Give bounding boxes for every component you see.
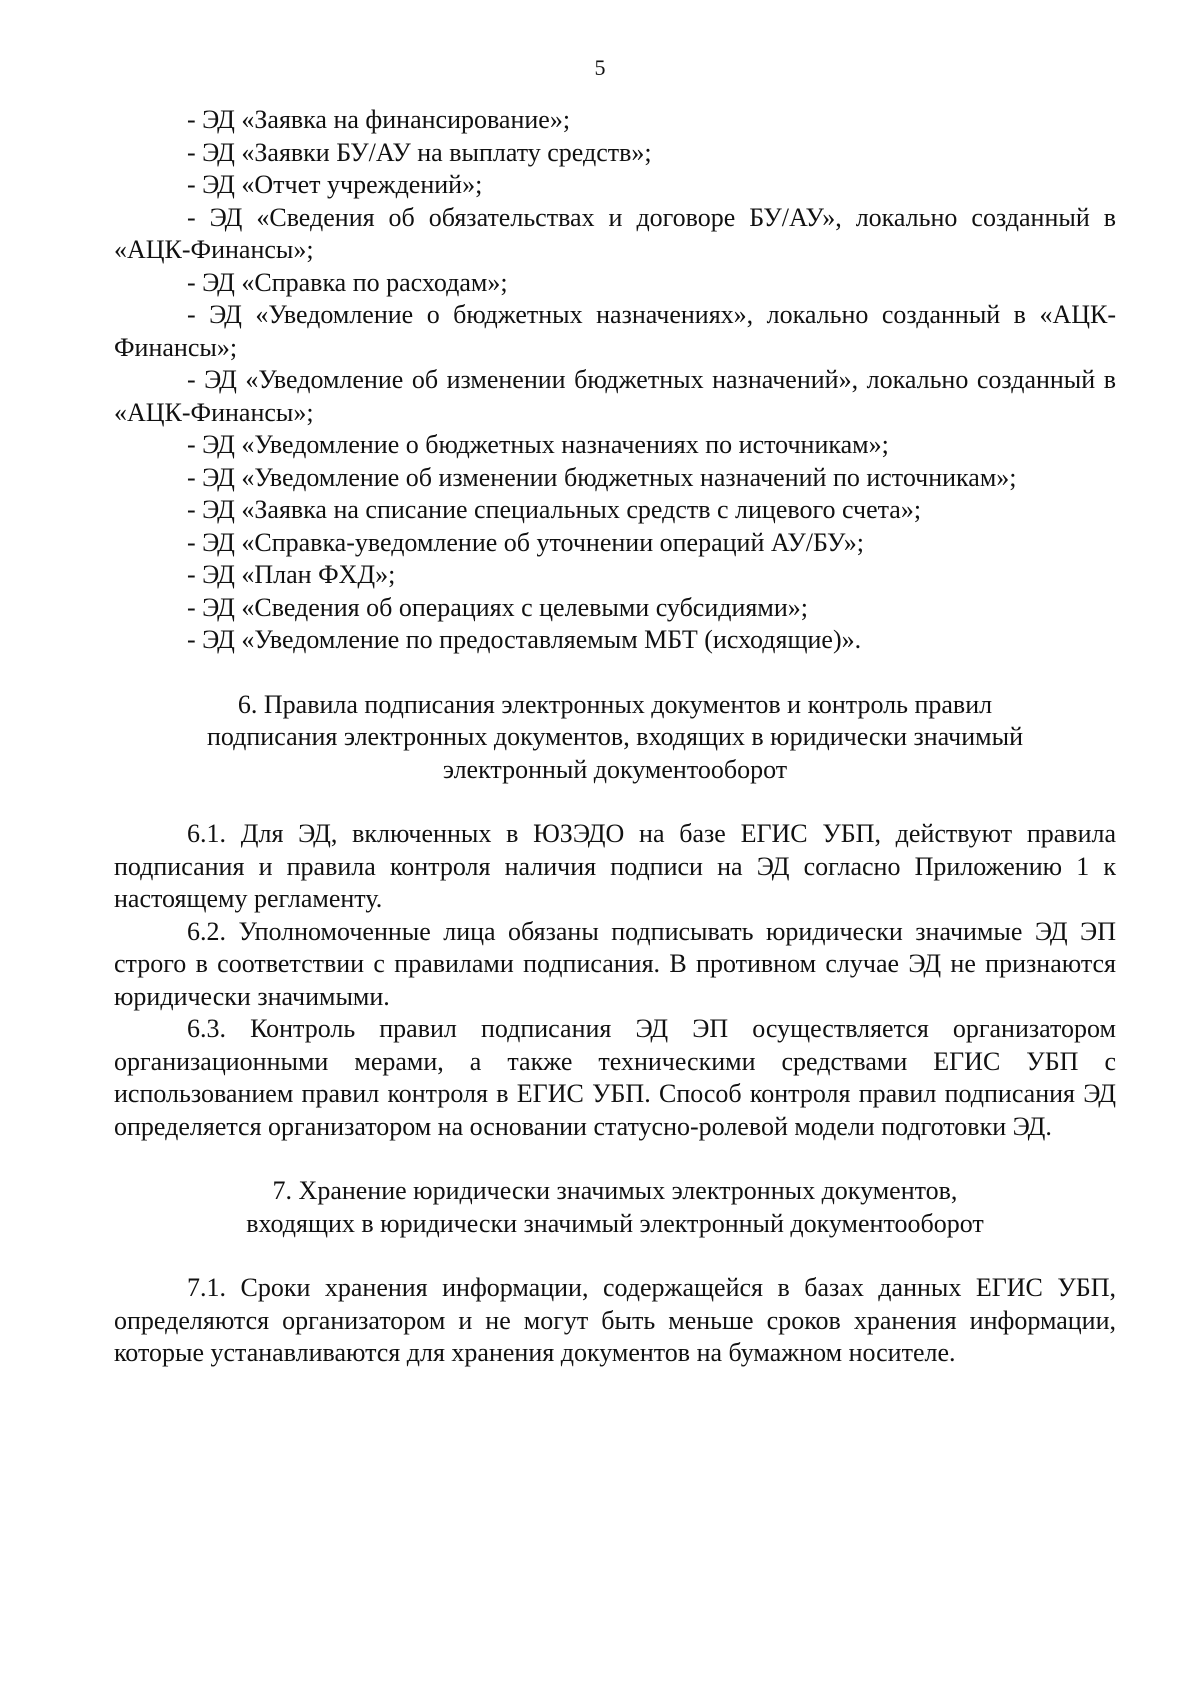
heading-gap [114, 786, 1116, 818]
heading-line: 7. Хранение юридически значимых электронных документов, [272, 1176, 958, 1205]
list-item: - ЭД «Уведомление о бюджетных назначениях», локально созданный в «АЦК-Финансы»; [114, 300, 1116, 362]
list-item: - ЭД «Справка-уведомление об уточнении операций АУ/БУ»; [187, 527, 864, 557]
list-item: - ЭД «Заявки БУ/АУ на выплату средств»; [187, 137, 652, 167]
list-item: - ЭД «Уведомление об изменении бюджетных назначений», локально созданный в «АЦК-Финансы»; [114, 365, 1116, 427]
heading-line: 6. Правила подписания электронных документов и контроль правил [237, 689, 993, 719]
list-item: - ЭД «Сведения об обязательствах и договоре БУ/АУ», локально созданный в «АЦК-Финансы»; [114, 202, 1116, 264]
list-item: - ЭД «План ФХД»; [187, 560, 396, 589]
list-item: - ЭД «Уведомление по предоставляемым МБТ (исходящие)». [187, 625, 862, 654]
section-gap [114, 657, 1116, 689]
list-item: - ЭД «Заявка на списание специальных средств с лицевого счета»; [187, 495, 922, 524]
list-item: - ЭД «Отчет учреждений»; [187, 170, 483, 199]
list-item: - ЭД «Уведомление об изменении бюджетных назначений по источникам»; [187, 462, 1017, 492]
heading-gap [114, 1240, 1116, 1272]
section-7-heading [114, 1175, 1116, 1240]
list-item: - ЭД «Справка по расходам»; [187, 267, 508, 297]
heading-line: электронный документооборот [442, 754, 788, 784]
document-list [114, 104, 1116, 657]
paragraph-6-1: 6.1. Для ЭД, включенных в ЮЗЭДО на базе ЕГИС УБП, действуют правила подписания и правила контроля наличия подписи на ЭД согласно Приложению 1 к настоящему регламенту. [114, 819, 1116, 913]
paragraph-6-3: 6.3. Контроль правил подписания ЭД ЭП осуществляется организатором организационными мерами, а также техническими средствами ЕГИС УБП с использованием правил контроля в ЕГИС УБП. Способ контроля правил подписания ЭД определяется организатором на основании статусно-ролевой модели подготовки ЭД. [114, 1014, 1116, 1141]
section-gap [114, 1143, 1116, 1175]
heading-line: подписания электронных документов, входящих в юридически значимый [206, 722, 1023, 751]
document-body [114, 104, 1116, 1370]
paragraph-7-1: 7.1. Сроки хранения информации, содержащейся в базах данных ЕГИС УБП, определяются организатором и не могут быть меньше сроков хранения информации, которые устанавливаются для хранения документов на бумажном носителе. [114, 1273, 1116, 1367]
section-6-heading [114, 689, 1116, 787]
list-item: - ЭД «Заявка на финансирование»; [187, 105, 571, 134]
page-number: 5 [594, 55, 606, 80]
list-item: - ЭД «Сведения об операциях с целевыми субсидиями»; [187, 592, 808, 622]
paragraph-6-2: 6.2. Уполномоченные лица обязаны подписывать юридически значимые ЭД ЭП строго в соответствии с правилами подписания. В противном случае ЭД не признаются юридически значимыми. [114, 916, 1116, 1011]
heading-line: входящих в юридически значимый электронный документооборот [246, 1208, 984, 1238]
list-item: - ЭД «Уведомление о бюджетных назначениях по источникам»; [187, 430, 889, 459]
